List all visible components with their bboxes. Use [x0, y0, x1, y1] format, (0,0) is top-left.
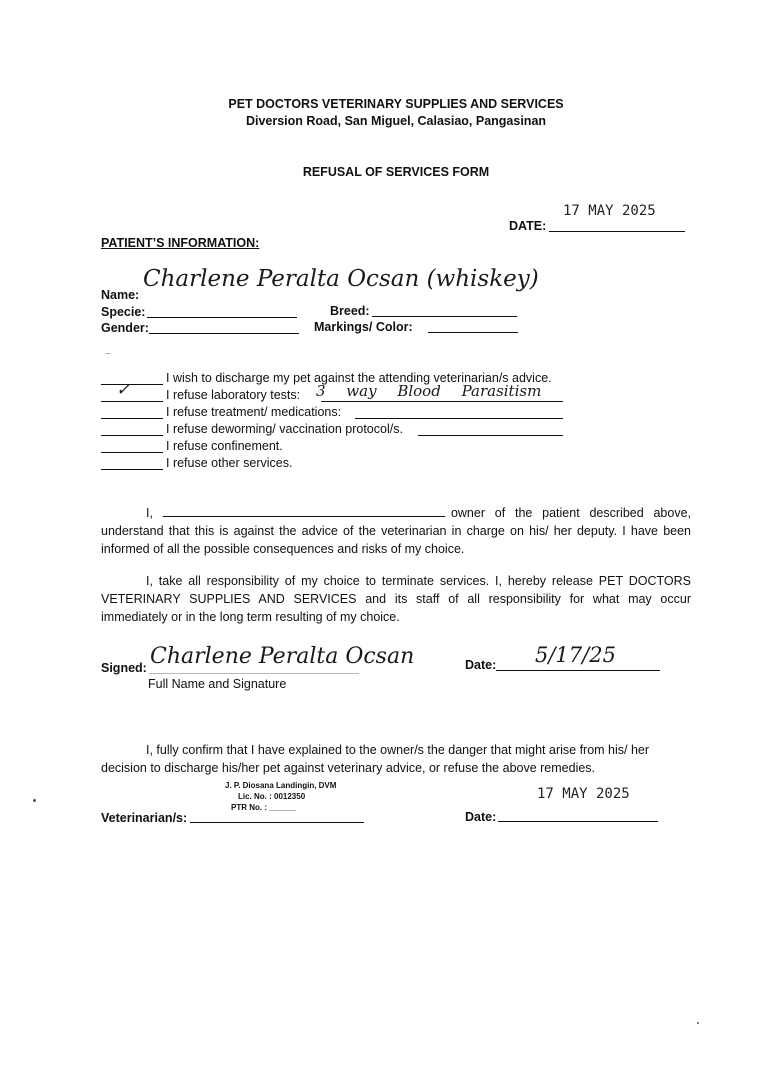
gender-field[interactable]	[149, 333, 299, 334]
refusal-discharge: I wish to discharge my pet against the attending veterinarian/s advice.	[166, 371, 552, 385]
check-blank-treatment[interactable]	[101, 418, 163, 419]
name-handwritten[interactable]: Charlene Peralta Ocsan (whiskey)	[143, 266, 539, 292]
check-blank-other[interactable]	[101, 469, 163, 470]
check-blank-confinement[interactable]	[101, 452, 163, 453]
signed-label: Signed:	[101, 661, 147, 675]
vet-stamp-ptr: PTR No. : ______	[231, 803, 296, 812]
veterinarian-signature-line[interactable]	[190, 822, 364, 823]
markings-field[interactable]	[428, 332, 518, 333]
specie-label: Specie:	[101, 305, 146, 319]
date-stamp: 17 MAY 2025	[563, 203, 656, 219]
refusal-deworming: I refuse deworming/ vaccination protocol/s.	[166, 422, 403, 436]
markings-label: Markings/ Color:	[314, 320, 413, 334]
refusal-lab: I refuse laboratory tests:	[166, 388, 301, 402]
owner-name-line[interactable]	[163, 506, 445, 517]
check-mark-lab: ✓	[116, 380, 131, 400]
refusal-confinement: I refuse confinement.	[166, 439, 283, 453]
veterinarian-label: Veterinarian/s:	[101, 811, 188, 825]
form-title: REFUSAL OF SERVICES FORM	[302, 165, 490, 179]
vet-stamp-name: J. P. Diosana Landingin, DVM	[225, 781, 337, 790]
name-label: Name:	[101, 288, 140, 302]
vet-date-label: Date:	[465, 810, 497, 824]
vet-statement-paragraph: I, fully confirm that I have explained to the owner/s the danger that might arise from his/ her decision to discharge his/her pet against veterinary advice, or refuse the above remedies.	[101, 743, 650, 775]
check-blank-lab[interactable]	[101, 401, 163, 402]
gender-label: Gender:	[101, 321, 149, 335]
owner-statement-text: owner of the patient described above, understand that this is against the advice of the veterinarian in charge on his/ her deputy. I have been informed of all the possible consequences and risks of my choice.	[101, 506, 691, 556]
scan-speck	[33, 799, 36, 802]
treatment-detail-line[interactable]	[355, 418, 563, 419]
vet-date-line[interactable]	[498, 821, 658, 822]
deworming-detail-line[interactable]	[418, 435, 563, 436]
signed-date-label: Date:	[465, 658, 497, 672]
signature-line	[149, 673, 359, 674]
specie-field[interactable]	[147, 317, 297, 318]
release-paragraph: I, take all responsibility of my choice to terminate services. I, hereby release PET DOCTORS VETERINARY SUPPLIES AND SERVICES and its staff of all responsibility for what may occur immediately or in the long term resulting of my choice.	[101, 574, 691, 624]
company-address: Diversion Road, San Miguel, Calasiao, Pangasinan	[245, 114, 547, 128]
company-name: PET DOCTORS VETERINARY SUPPLIES AND SERVICES	[228, 97, 564, 111]
breed-label: Breed:	[330, 304, 370, 318]
patient-info-heading: PATIENT’S INFORMATION:	[101, 236, 260, 250]
refusal-treatment: I refuse treatment/ medications:	[166, 405, 342, 419]
scan-speck	[697, 1022, 699, 1024]
date-label: DATE:	[509, 219, 547, 233]
signed-date-handwritten[interactable]: 5/17/25	[535, 643, 616, 667]
owner-statement-paragraph	[101, 504, 691, 558]
breed-field[interactable]	[372, 316, 517, 317]
check-blank-discharge[interactable]	[101, 384, 163, 385]
signature-caption: Full Name and Signature	[148, 677, 287, 691]
lab-detail-handwritten: 3 way Blood Parasitism	[316, 382, 542, 400]
refusal-other: I refuse other services.	[166, 456, 293, 470]
date-line[interactable]	[549, 231, 685, 232]
scan-speck	[105, 353, 111, 354]
signed-date-line	[496, 670, 660, 671]
vet-stamp-license: Lic. No. : 0012350	[238, 792, 306, 801]
owner-prefix: I,	[146, 506, 153, 520]
vet-date-stamp: 17 MAY 2025	[537, 786, 630, 802]
owner-signature[interactable]: Charlene Peralta Ocsan	[150, 644, 415, 669]
check-blank-deworming[interactable]	[101, 435, 163, 436]
lab-detail-line[interactable]	[321, 401, 563, 402]
